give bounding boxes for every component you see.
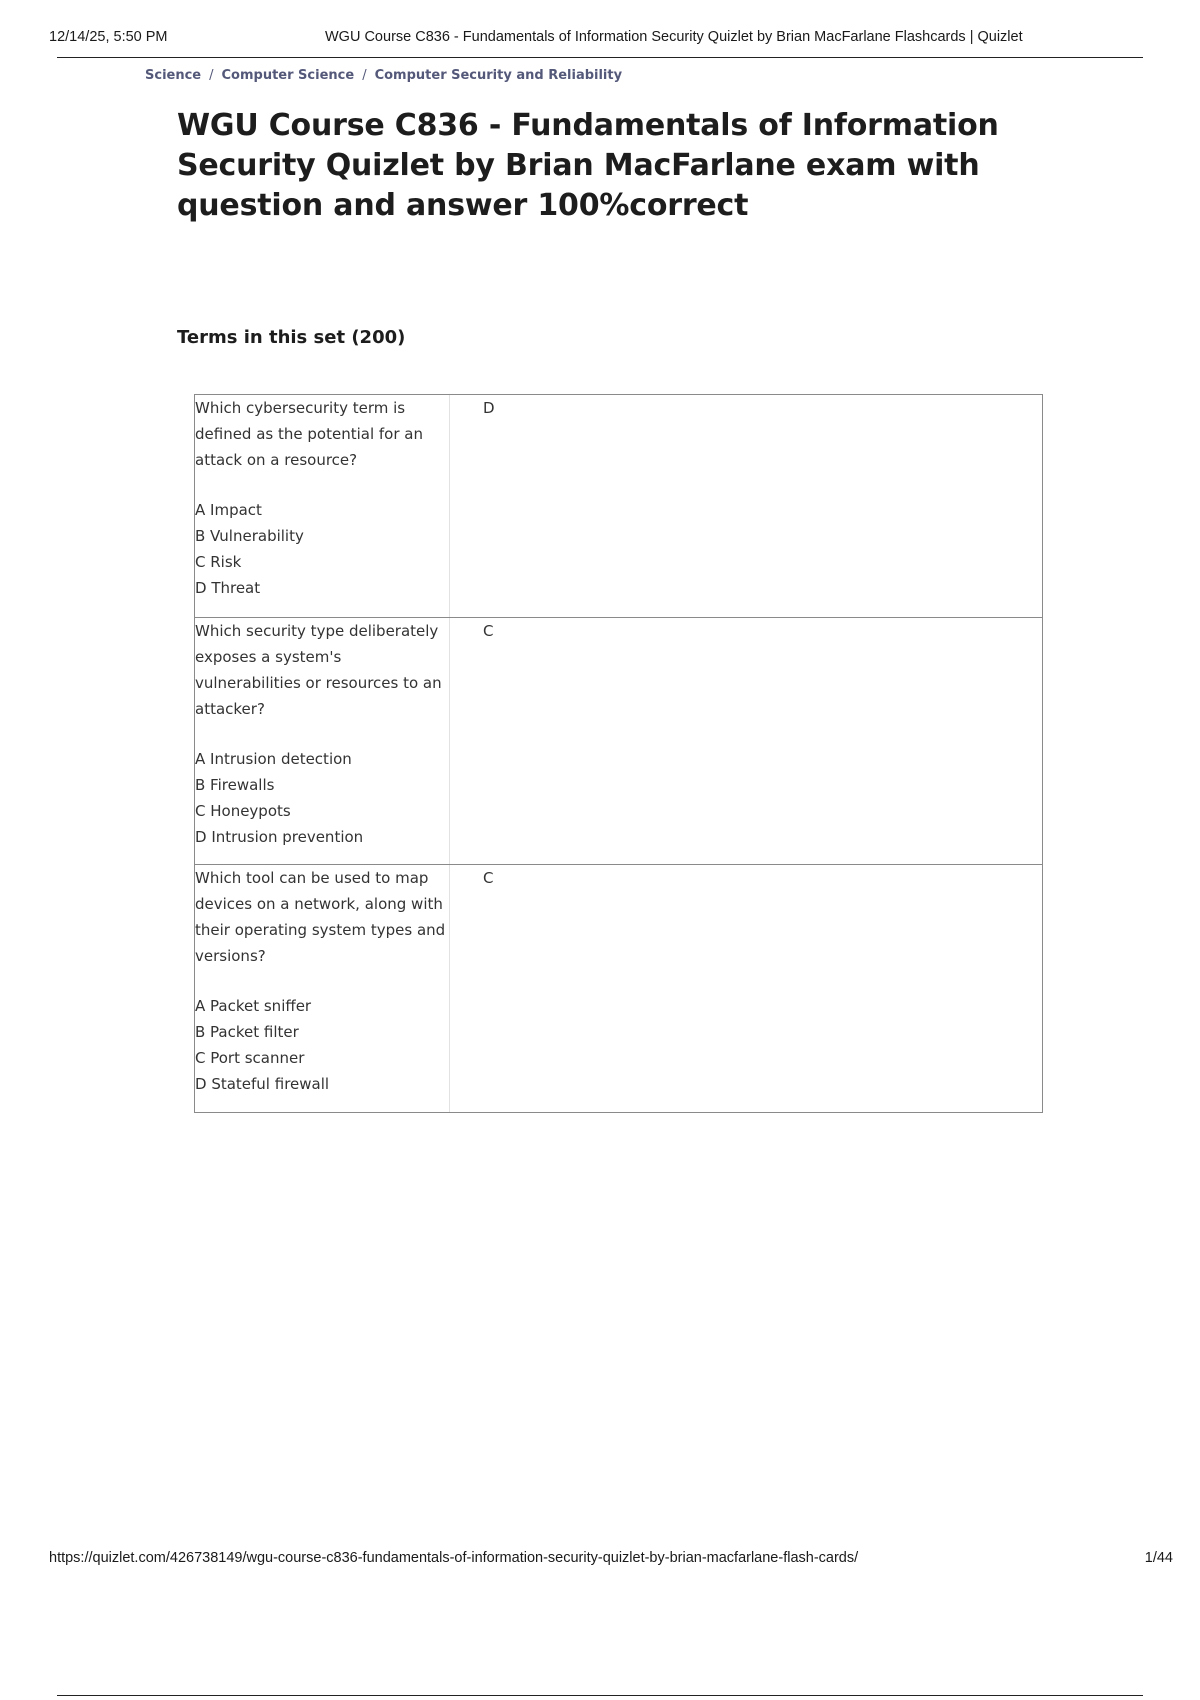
flashcard-term [195,395,450,617]
answer-option: D Intrusion prevention [195,828,364,846]
breadcrumb-separator: / [209,68,214,83]
question-text: Which tool can be used to map devices on a network, along with their operating system types and versions? [195,869,446,965]
flashcard-definition: D [483,399,495,417]
breadcrumb [145,68,622,83]
page-url: https://quizlet.com/426738149/wgu-course-c836-fundamentals-of-information-security-quizlet-by-brian-macfarlane-flash-cards/ [49,1550,859,1566]
flashcard-table [194,394,1043,1113]
answer-option: D Threat [195,579,261,597]
breadcrumb-separator: / [362,68,367,83]
breadcrumb-item-science[interactable]: Science [145,68,202,83]
answer-option: C Risk [195,553,242,571]
answer-option: A Impact [195,501,262,519]
flashcard-term [195,865,450,1112]
question-text: Which cybersecurity term is defined as the potential for an attack on a resource? [195,399,423,469]
flashcard-row [195,395,1042,617]
answer-option: B Firewalls [195,776,275,794]
breadcrumb-item-computer-science[interactable]: Computer Science [221,68,355,83]
print-page-title: WGU Course C836 - Fundamentals of Information Security Quizlet by Brian MacFarlane Flashcards | Quizlet [325,29,1023,45]
flashcard-row [195,864,1042,1112]
answer-option: A Packet sniffer [195,997,312,1015]
print-date: 12/14/25, 5:50 PM [49,29,168,45]
flashcard-definition: C [483,869,494,887]
page-title: WGU Course C836 - Fundamentals of Information Security Quizlet by Brian MacFarlane exam with question and answer 100%correct [177,108,999,223]
answer-option: B Packet filter [195,1023,299,1041]
breadcrumb-item-computer-security[interactable]: Computer Security and Reliability [374,68,623,83]
header-divider [57,57,1143,58]
question-text: Which security type deliberately exposes a system's vulnerabilities or resources to an attacker? [195,622,442,718]
answer-option: A Intrusion detection [195,750,352,768]
answer-option: C Honeypots [195,802,291,820]
footer-divider [57,1695,1143,1696]
answer-option: C Port scanner [195,1049,305,1067]
flashcard-row [195,617,1042,864]
answer-option: D Stateful firewall [195,1075,330,1093]
answer-option: B Vulnerability [195,527,304,545]
flashcard-definition: C [483,622,494,640]
print-footer [49,1550,1173,1570]
page-number: 1/44 [1144,1550,1173,1566]
flashcard-term [195,618,450,864]
print-header [49,29,1151,51]
terms-heading: Terms in this set (200) [177,327,406,348]
